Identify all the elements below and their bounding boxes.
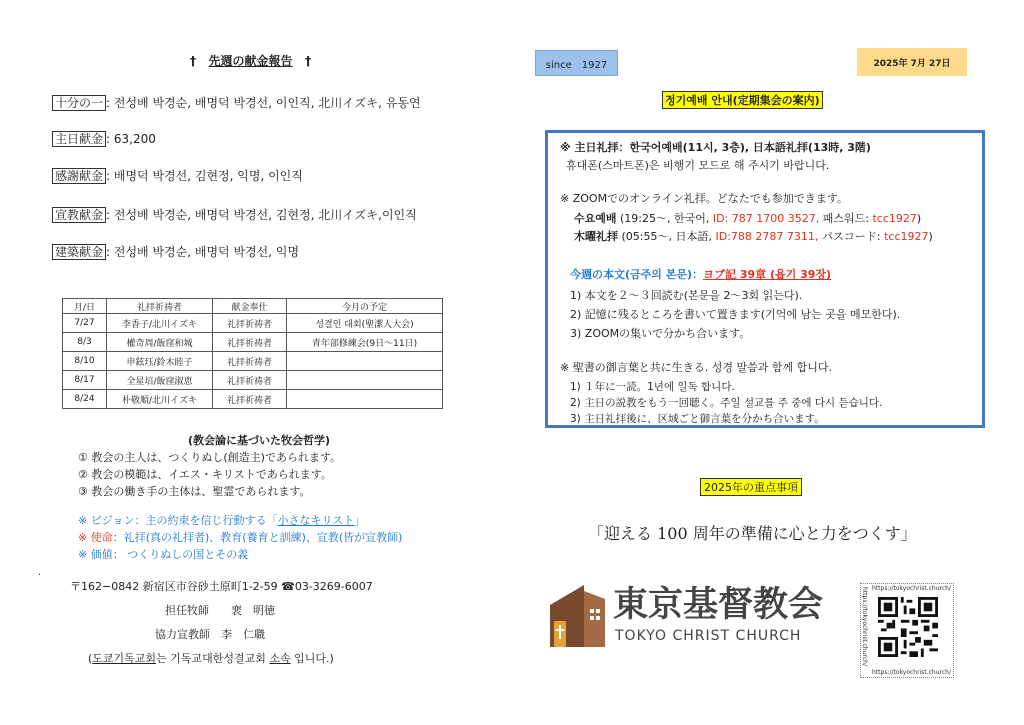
wednesday-label: 수요예배: [574, 212, 617, 225]
wednesday-pw-label: 패스워드:: [822, 212, 873, 225]
offering-tithe: [52, 94, 421, 111]
table-cell: 申鉉珏/鈴木睦子: [107, 352, 213, 371]
table-row: [63, 314, 443, 333]
offering-thanks: [52, 167, 303, 184]
offering-report-title: [190, 52, 311, 69]
service-info-box: [545, 130, 985, 428]
thursday-zoom: [574, 228, 933, 244]
schedule-table: [62, 298, 443, 409]
table-cell: 礼拝祈祷者: [213, 371, 287, 390]
column-header: 今月の予定: [287, 299, 443, 314]
table-cell: 성결인 대회(聖潔人大会): [287, 314, 443, 333]
worship-times: ※ 主日礼拝：한국어예배(11시, 3층), 日本語礼拝(13時, 3階): [560, 141, 871, 154]
table-cell: 礼拝祈祷者: [213, 390, 287, 409]
church-address: [70, 578, 373, 594]
bullet-dot: ·: [38, 570, 42, 581]
philosophy-item: ① 教会の主人は、つくりぬし(創造主)であられます。: [78, 451, 342, 464]
table-cell: 礼拝祈祷者: [213, 314, 287, 333]
vision-link[interactable]: 小さなキリスト: [277, 514, 355, 527]
weekly-text: [570, 266, 831, 282]
logo-japanese: 東京基督教会: [613, 585, 824, 625]
philosophy-item: ③ 教会の働き手の主体は、聖霊であられます。: [78, 485, 311, 498]
word-step: 3) 主日礼拝後に、区域ごと御言葉を分かち合います。: [570, 413, 825, 425]
table-cell: 青年部修練会(9日～11日): [287, 333, 443, 352]
table-row: [63, 371, 443, 390]
table-cell: 8/3: [63, 333, 107, 352]
table-row: [63, 352, 443, 371]
dagger-icon: †: [305, 54, 312, 68]
reading-step: 3) ZOOMの集いで分かち合います。: [570, 327, 751, 340]
offering-names: : 63,200: [106, 132, 156, 146]
table-row: [63, 390, 443, 409]
affiliation-church: 도쿄기독교회: [92, 652, 157, 665]
mission-text: 礼拝(真の礼拝者)、教育(養育と訓練)、宣教(皆が宣教師): [123, 531, 403, 544]
table-cell: 8/24: [63, 390, 107, 409]
phone-note: 휴대폰(스마트폰)은 비행기 모드로 해 주시기 바랍니다.: [566, 159, 830, 172]
vision-line: [78, 512, 365, 528]
qr-pattern-icon: [878, 597, 938, 657]
dagger-icon: †: [190, 54, 196, 68]
reading-step: 2) 記憶に残るところを書いて置きます(기억에 남는 곳을 메모한다).: [570, 308, 901, 321]
philosophy-title: (教会論に基づいた牧会哲学): [188, 434, 331, 447]
affiliation-paren: (: [88, 652, 93, 665]
column-header: 献金奉仕: [213, 299, 287, 314]
affiliation-end: 입니다.): [290, 652, 334, 665]
zoom-title: ※ ZOOMでのオンライン礼拝。どなたでも参加できます。: [560, 192, 848, 205]
affiliation-link: 소속: [269, 652, 291, 665]
logo-english: TOKYO CHRIST CHURCH: [615, 628, 802, 644]
since-badge: since 1927: [535, 50, 618, 76]
qr-url-top: https://tokyochrist.church/: [872, 585, 951, 592]
qr-code[interactable]: [860, 583, 954, 678]
wednesday-zoom: [574, 210, 921, 226]
table-cell: [287, 352, 443, 371]
table-cell: 李香子/北川イズキ: [107, 314, 213, 333]
table-cell: 礼拝祈祷者: [213, 352, 287, 371]
weekly-text-ref: ヨブ記 39章 (욥기 39장): [703, 268, 832, 281]
vision-label: ※ ビジョン：主の約束を信じ行動する「: [78, 514, 278, 527]
address-text: 〒162−0842 新宿区市谷砂土原町1-2-59: [70, 580, 278, 593]
table-row: [63, 333, 443, 352]
priority-title: 2025年の重点事項: [700, 478, 802, 496]
table-cell: [287, 390, 443, 409]
phone-number: 03-3269-6007: [294, 580, 373, 593]
offering-label: 宣教献金: [52, 207, 106, 223]
wednesday-pw: tcc1927: [872, 212, 917, 225]
thursday-time: (05:55～, 日本語,: [618, 230, 716, 243]
wednesday-time: (19:25～, 한국어,: [616, 212, 713, 225]
offering-mission: [52, 206, 417, 223]
table-cell: 全星培/飯窪淑恵: [107, 371, 213, 390]
qr-url-bottom: https://tokyochrist.church/: [872, 669, 951, 676]
paren-close: ): [928, 230, 933, 243]
mission-label: ※ 使命：: [78, 531, 124, 544]
thursday-pw-label: パスコード:: [821, 230, 885, 243]
offering-names: : 전성배 박경순, 배명덕 박경선, 익명: [106, 245, 300, 259]
table-cell: 礼拝祈祷者: [213, 333, 287, 352]
offering-label: 主日献金: [52, 131, 106, 147]
table-cell: 朴敬順/北川イズキ: [107, 390, 213, 409]
offering-report-heading: 先週の献金報告: [208, 54, 293, 68]
service-guide-title: 정기예배 안내(定期集会の案内): [662, 91, 823, 109]
thursday-label: 木曜礼拝: [574, 230, 618, 243]
church-logo-icon: [550, 585, 605, 647]
pastor-name: 担任牧師 裵 明徳: [165, 604, 275, 617]
affiliation-note: [88, 650, 334, 666]
column-header: 月/日: [63, 299, 107, 314]
table-cell: 權奇周/飯窪和城: [107, 333, 213, 352]
weekly-text-label: 今週の本文(금주의 본문)：: [570, 268, 704, 281]
thursday-id: ID:788 2787 7311,: [715, 230, 822, 243]
table-header-row: [63, 299, 443, 314]
priority-text: 「迎える 100 周年の準備に心と力をつくす」: [588, 524, 917, 543]
table-cell: 8/10: [63, 352, 107, 371]
table-cell: 8/17: [63, 371, 107, 390]
table-cell: [287, 371, 443, 390]
paren-close: ): [916, 212, 922, 225]
qr-url-left: https://tokyochrist.church/: [861, 587, 868, 666]
thursday-pw: tcc1927: [884, 230, 929, 243]
value-line: ※ 価値： つくりぬしの国とその義: [78, 548, 249, 561]
offering-building: [52, 243, 299, 260]
missionary-name: 協力宣教師 李 仁職: [155, 628, 265, 641]
offering-label: 感謝献金: [52, 168, 106, 184]
reading-step: 1) 本文を２～３回読む(본문을 2～3회 읽는다).: [570, 289, 803, 302]
offering-label: 建築献金: [52, 244, 106, 260]
vision-suffix: 」: [354, 514, 366, 527]
phone-icon: ☎: [281, 580, 295, 593]
offering-label: 十分の一: [52, 95, 106, 111]
date-badge: 2025年 7月 27日: [857, 48, 967, 76]
offering-names: : 배명덕 박경선, 김현정, 익명, 이인직: [106, 169, 303, 183]
word-title: ※ 聖書の御言葉と共に生きる. 성경 말씀과 함께 합니다.: [560, 361, 832, 374]
column-header: 礼拝祈祷者: [107, 299, 213, 314]
word-step: 2) 主日の説教をもう一回聴く。주일 설교를 주 중에 다시 듣습니다.: [570, 397, 883, 409]
mission-line: [78, 529, 402, 545]
affiliation-text: 는 기독교대한성결교회: [156, 652, 270, 665]
word-step: 1) １年に一読。1년에 일독 합니다.: [570, 381, 735, 393]
offering-names: : 전성배 박경순, 배명덕 박경선, 김현정, 北川イズキ,이인직: [106, 208, 417, 222]
offering-names: : 전성배 박경순, 배명덕 박경선, 이인직, 北川イズキ, 유동연: [106, 96, 421, 110]
wednesday-id: ID: 787 1700 3527,: [712, 212, 823, 225]
philosophy-item: ② 教会の模範は、イエス・キリストであられます。: [78, 468, 332, 481]
offering-sunday: [52, 130, 156, 147]
table-cell: 7/27: [63, 314, 107, 333]
